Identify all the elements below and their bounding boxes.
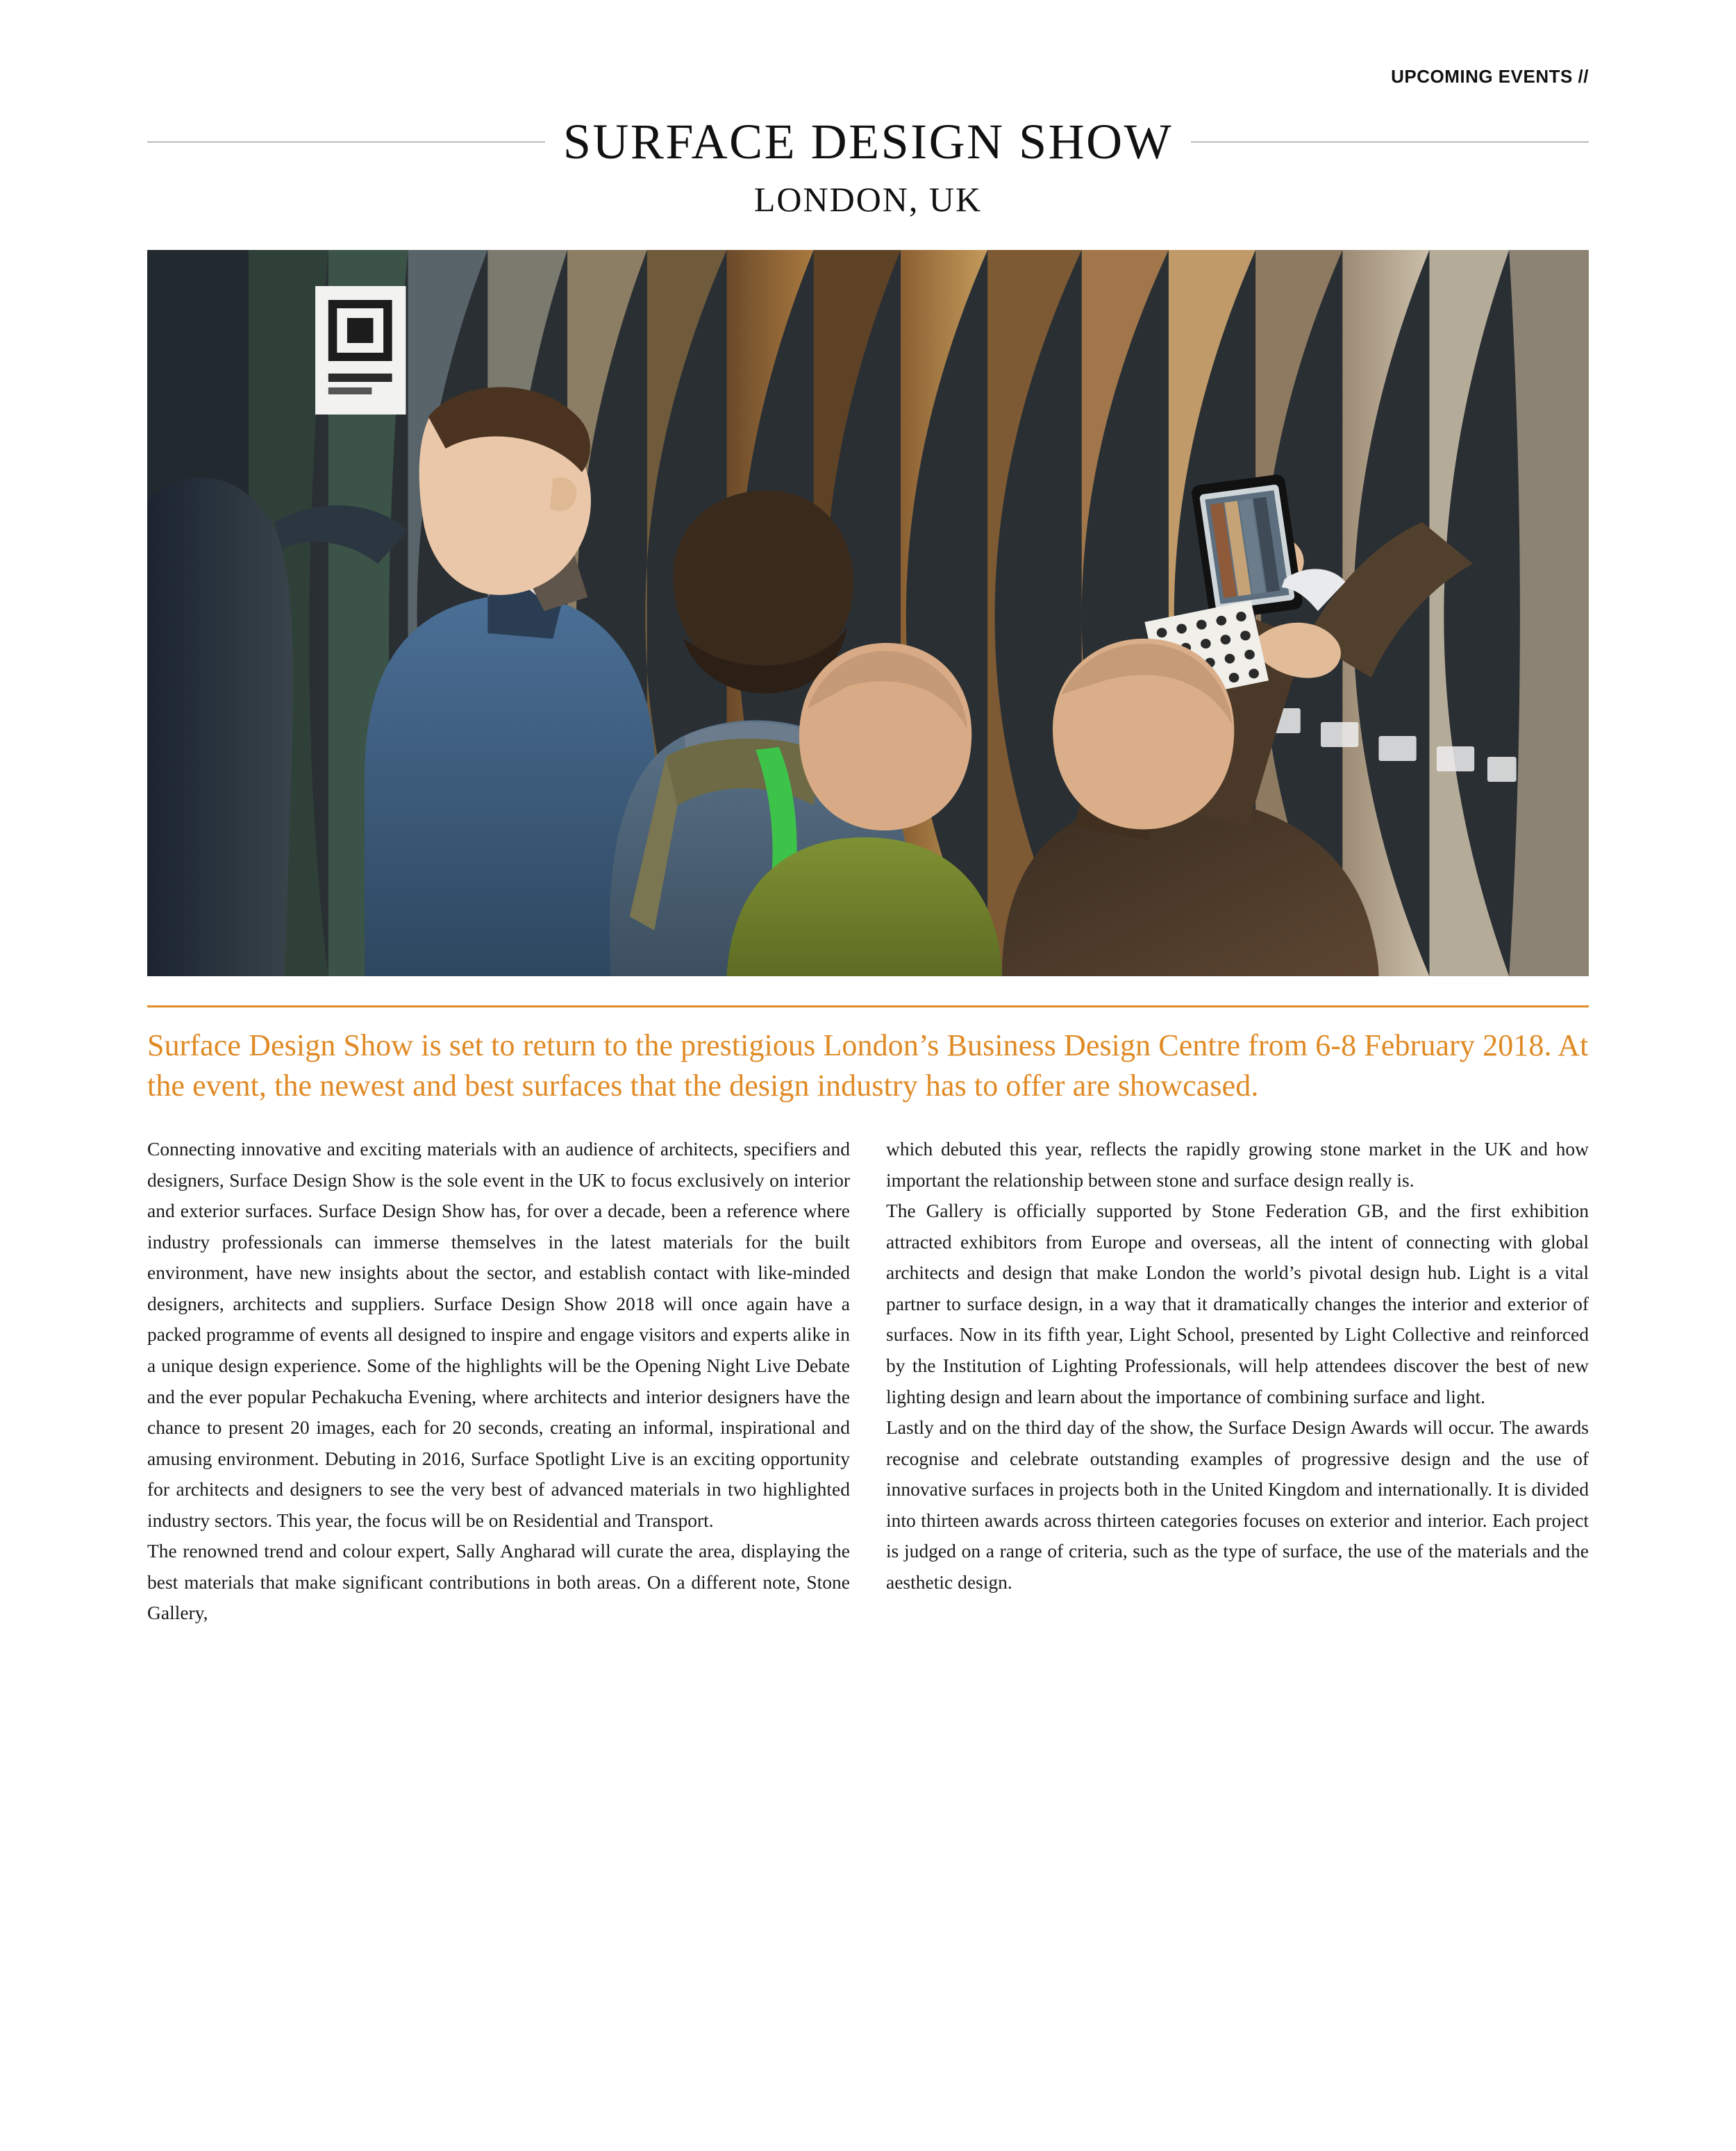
page-subtitle: LONDON, UK bbox=[753, 180, 983, 219]
body-column-left bbox=[147, 1134, 850, 1629]
body-column-right bbox=[886, 1134, 1589, 1629]
paragraph: which debuted this year, reflects the rapidly growing stone market in the UK and how important the relationship between stone and surface design really is. bbox=[886, 1138, 1589, 1191]
paragraph: Connecting innovative and exciting materials with an audience of architects, specifiers and designers, Surface Design Show is the sole event in the UK to focus exclusively on interior and exterior surfaces. Surface Design Show has, for over a decade, been a reference where industry professionals can immerse themselves in the latest materials for the built environment, have new insights about the sector, and establish contact with like-minded designers, architects and suppliers. Surface Design Show 2018 will once again have a packed programme of events all designed to inspire and engage visitors and experts alike in a unique design experience. Some of the highlights will be the Opening Night Live Debate and the ever popular Pechakucha Evening, where architects and interior designers have the chance to present 20 images, each for 20 seconds, creating an informal, inspirational and amusing environment. Debuting in 2016, Surface Spotlight Live is an exciting opportunity for architects and designers to see the very best of advanced materials in two highlighted industry sectors. This year, the focus will be on Residential and Transport. bbox=[147, 1138, 850, 1531]
page-title: SURFACE DESIGN SHOW bbox=[562, 114, 1174, 169]
article-deck: Surface Design Show is set to return to the prestigious London’s Business Design Centre from 6-8 February 2018. At the event, the newest and best surfaces that the design industry has to offer are showcased. bbox=[147, 1028, 1589, 1103]
section-kicker: UPCOMING EVENTS // bbox=[1391, 66, 1589, 87]
paragraph: The Gallery is officially supported by Stone Federation GB, and the first exhibition attracted exhibitors from Europe and overseas, all the intent of connecting with global architects and design that make London the world’s pivotal design hub. Light is a vital partner to surface design, in a way that it dramatically changes the interior and exterior of surfaces. Now in its fifth year, Light School, presented by Light Collective and reinforced by the Institution of Lighting Professionals, will help attendees discover the best of new lighting design and learn about the importance of combining surface and light. bbox=[886, 1200, 1589, 1407]
article-body bbox=[147, 1134, 1589, 1629]
title-row bbox=[147, 114, 1589, 169]
hero-illustration bbox=[147, 250, 1589, 976]
paragraph: Lastly and on the third day of the show, the Surface Design Awards will occur. The awards recognise and celebrate outstanding examples of progressive design and the use of innovative surfaces in projects both in the United Kingdom and internationally. It is divided into thirteen awards across thirteen categories focuses on exterior and interior. Each project is judged on a range of criteria, such as the type of surface, the use of the materials and the aesthetic design. bbox=[886, 1416, 1589, 1593]
hero-image bbox=[147, 250, 1589, 976]
deck-divider bbox=[147, 1005, 1589, 1007]
paragraph: The renowned trend and colour expert, Sally Angharad will curate the area, displaying the best materials that make significant contributions in both areas. On a different note, Stone Gallery, bbox=[147, 1540, 850, 1624]
